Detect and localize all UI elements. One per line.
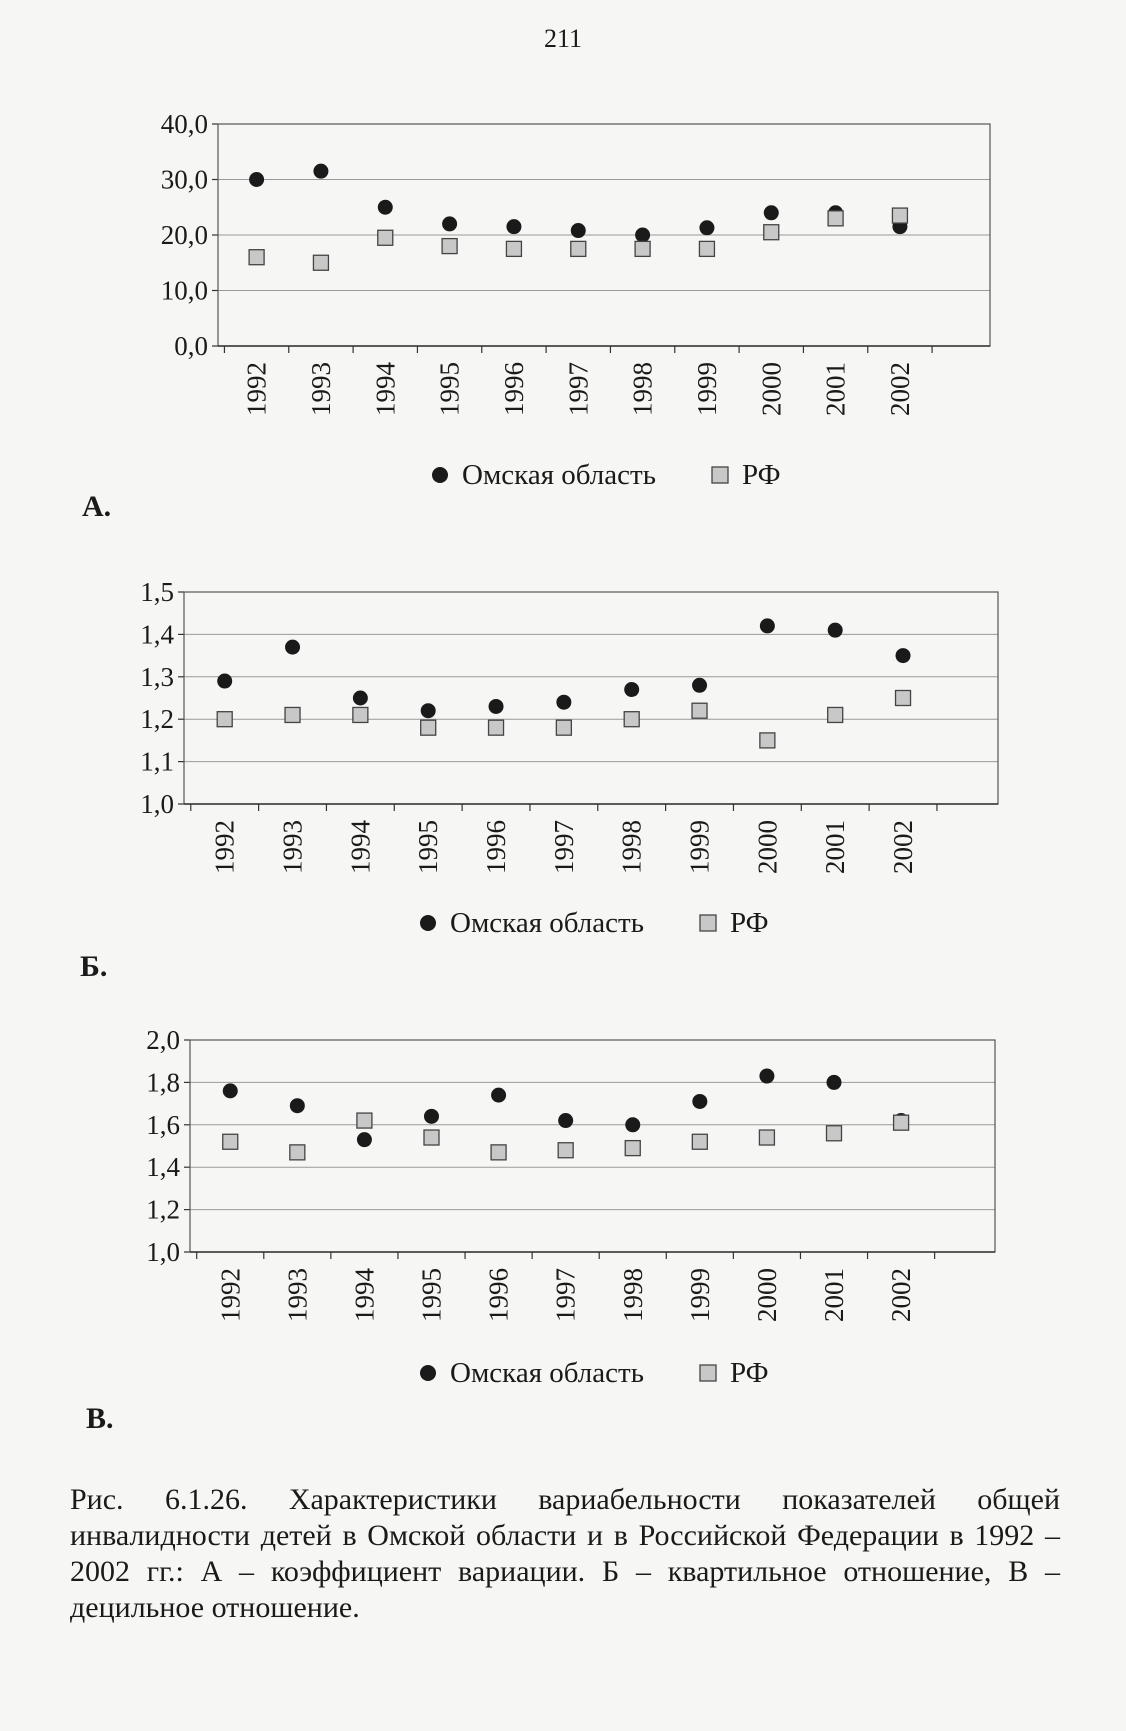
y-tick-label: 1,2 <box>140 704 174 735</box>
legend-label-omsk: Омская область <box>450 907 644 939</box>
y-tick-label: 1,4 <box>146 1152 180 1183</box>
legend-marker-rf <box>700 1365 716 1381</box>
x-tick-label: 1998 <box>617 1268 648 1322</box>
x-tick-label: 1996 <box>498 362 529 416</box>
point-rf <box>378 230 393 245</box>
point-rf <box>827 1126 842 1141</box>
y-tick-label: 1,3 <box>140 661 174 692</box>
point-omsk <box>760 618 775 633</box>
x-tick-label: 2000 <box>752 820 783 874</box>
point-rf <box>558 1143 573 1158</box>
legend-marker-rf <box>700 915 716 931</box>
y-tick-label: 1,0 <box>146 1237 180 1267</box>
point-omsk <box>506 219 521 234</box>
point-omsk <box>624 682 639 697</box>
x-tick-label: 1997 <box>550 1268 581 1322</box>
point-rf <box>489 720 504 735</box>
legend-label-omsk: Омская область <box>462 459 656 491</box>
x-tick-label: 2001 <box>820 362 851 416</box>
x-tick-label: 2000 <box>756 362 787 416</box>
plot-frame <box>190 1040 995 1252</box>
point-omsk <box>692 1094 707 1109</box>
point-omsk <box>489 699 504 714</box>
point-rf <box>828 707 843 722</box>
point-rf <box>290 1145 305 1160</box>
point-omsk <box>353 691 368 706</box>
y-tick-label: 1,2 <box>146 1194 180 1225</box>
point-rf <box>285 707 300 722</box>
legend-label-rf: РФ <box>730 1357 769 1389</box>
point-rf <box>556 720 571 735</box>
y-tick-label: 1,4 <box>140 619 174 650</box>
legend-marker-omsk <box>420 1365 436 1381</box>
x-tick-label: 1993 <box>282 1268 313 1322</box>
point-rf <box>764 225 779 240</box>
x-tick-label: 1994 <box>349 1268 380 1322</box>
x-tick-label: 1996 <box>483 1268 514 1322</box>
point-rf <box>894 1115 909 1130</box>
legend-marker-omsk <box>420 915 436 931</box>
x-tick-label: 1992 <box>215 1268 246 1322</box>
chart-quartile-ratio <box>0 570 1126 950</box>
point-rf <box>506 241 521 256</box>
x-tick-label: 1998 <box>616 820 647 874</box>
x-tick-label: 1994 <box>370 362 401 416</box>
x-tick-label: 2002 <box>884 362 915 416</box>
point-omsk <box>759 1069 774 1084</box>
point-omsk <box>896 648 911 663</box>
x-tick-label: 1994 <box>345 820 376 874</box>
y-tick-label: 30,0 <box>160 164 208 195</box>
y-tick-label: 1,8 <box>146 1067 180 1098</box>
y-tick-label: 1,1 <box>140 746 174 777</box>
y-tick-label: 40,0 <box>160 109 208 139</box>
x-tick-label: 2001 <box>819 1268 849 1322</box>
x-tick-label: 1992 <box>209 820 240 874</box>
panel-label-a: А. <box>82 490 112 523</box>
y-tick-label: 1,5 <box>140 577 174 607</box>
x-tick-label: 1997 <box>548 820 579 874</box>
point-rf <box>635 241 650 256</box>
point-omsk <box>827 1075 842 1090</box>
y-tick-label: 10,0 <box>160 275 208 306</box>
x-tick-label: 2002 <box>886 1268 917 1322</box>
point-omsk <box>378 200 393 215</box>
x-tick-label: 1996 <box>481 820 512 874</box>
point-omsk <box>556 695 571 710</box>
point-rf <box>692 703 707 718</box>
x-tick-label: 2000 <box>751 1268 782 1322</box>
point-omsk <box>491 1088 506 1103</box>
x-tick-label: 1995 <box>413 820 444 874</box>
legend-label-rf: РФ <box>742 459 781 491</box>
point-rf <box>353 707 368 722</box>
point-omsk <box>223 1083 238 1098</box>
point-rf <box>896 691 911 706</box>
point-rf <box>892 208 907 223</box>
point-omsk <box>571 223 586 238</box>
point-omsk <box>285 640 300 655</box>
x-tick-label: 1999 <box>684 1268 715 1322</box>
page-number: 211 <box>543 24 583 53</box>
point-rf <box>217 712 232 727</box>
point-rf <box>249 250 264 265</box>
panel-label-b: Б. <box>80 950 108 983</box>
point-omsk <box>290 1098 305 1113</box>
y-tick-label: 2,0 <box>146 1025 180 1055</box>
point-rf <box>828 211 843 226</box>
plot-frame <box>184 592 998 804</box>
x-tick-label: 1992 <box>241 362 272 416</box>
y-tick-label: 20,0 <box>160 220 208 250</box>
point-omsk <box>625 1117 640 1132</box>
point-omsk <box>357 1132 372 1147</box>
y-tick-label: 0,0 <box>174 331 208 361</box>
legend-marker-omsk <box>432 467 448 483</box>
point-rf <box>421 720 436 735</box>
legend-marker-rf <box>712 467 728 483</box>
x-tick-label: 1995 <box>434 361 465 416</box>
point-omsk <box>424 1109 439 1124</box>
x-tick-label: 1995 <box>416 1268 447 1322</box>
x-tick-label: 1993 <box>305 362 336 416</box>
point-omsk <box>421 703 436 718</box>
y-tick-label: 1,6 <box>146 1109 180 1140</box>
x-tick-label: 2002 <box>888 820 919 874</box>
point-omsk <box>558 1113 573 1128</box>
panel-label-c: В. <box>86 1402 114 1435</box>
point-omsk <box>828 623 843 638</box>
point-rf <box>699 241 714 256</box>
point-omsk <box>217 674 232 689</box>
figure-caption: Рис. 6.1.26. Характеристики вариабельности показателей общей инвалидности детей в Омской области и в Российской Федерации в 1992 – 2002 гг.: А – коэффициент вариации. Б – квартильное отношение, В – децильное отношение. <box>70 1483 1060 1624</box>
point-omsk <box>635 228 650 243</box>
point-rf <box>491 1145 506 1160</box>
x-tick-label: 1998 <box>627 362 658 416</box>
point-rf <box>357 1113 372 1128</box>
point-rf <box>313 255 328 270</box>
point-rf <box>692 1134 707 1149</box>
x-tick-label: 2001 <box>820 820 851 874</box>
chart-coefficient-of-variation <box>0 100 1126 570</box>
point-rf <box>624 712 639 727</box>
point-rf <box>571 241 586 256</box>
chart-decile-ratio <box>0 1020 1126 1400</box>
point-rf <box>424 1130 439 1145</box>
point-rf <box>625 1141 640 1156</box>
point-omsk <box>313 164 328 179</box>
point-rf <box>442 239 457 254</box>
x-tick-label: 1997 <box>563 362 594 416</box>
x-tick-label: 1993 <box>277 820 308 874</box>
point-rf <box>223 1134 238 1149</box>
legend-label-omsk: Омская область <box>450 1357 644 1389</box>
legend-label-rf: РФ <box>730 907 769 939</box>
x-tick-label: 1999 <box>684 820 715 874</box>
point-rf <box>760 733 775 748</box>
point-omsk <box>249 172 264 187</box>
point-omsk <box>442 216 457 231</box>
point-rf <box>759 1130 774 1145</box>
point-omsk <box>699 220 714 235</box>
x-tick-label: 1999 <box>691 362 722 416</box>
y-tick-label: 1,0 <box>140 789 174 819</box>
point-omsk <box>692 678 707 693</box>
point-omsk <box>764 205 779 220</box>
